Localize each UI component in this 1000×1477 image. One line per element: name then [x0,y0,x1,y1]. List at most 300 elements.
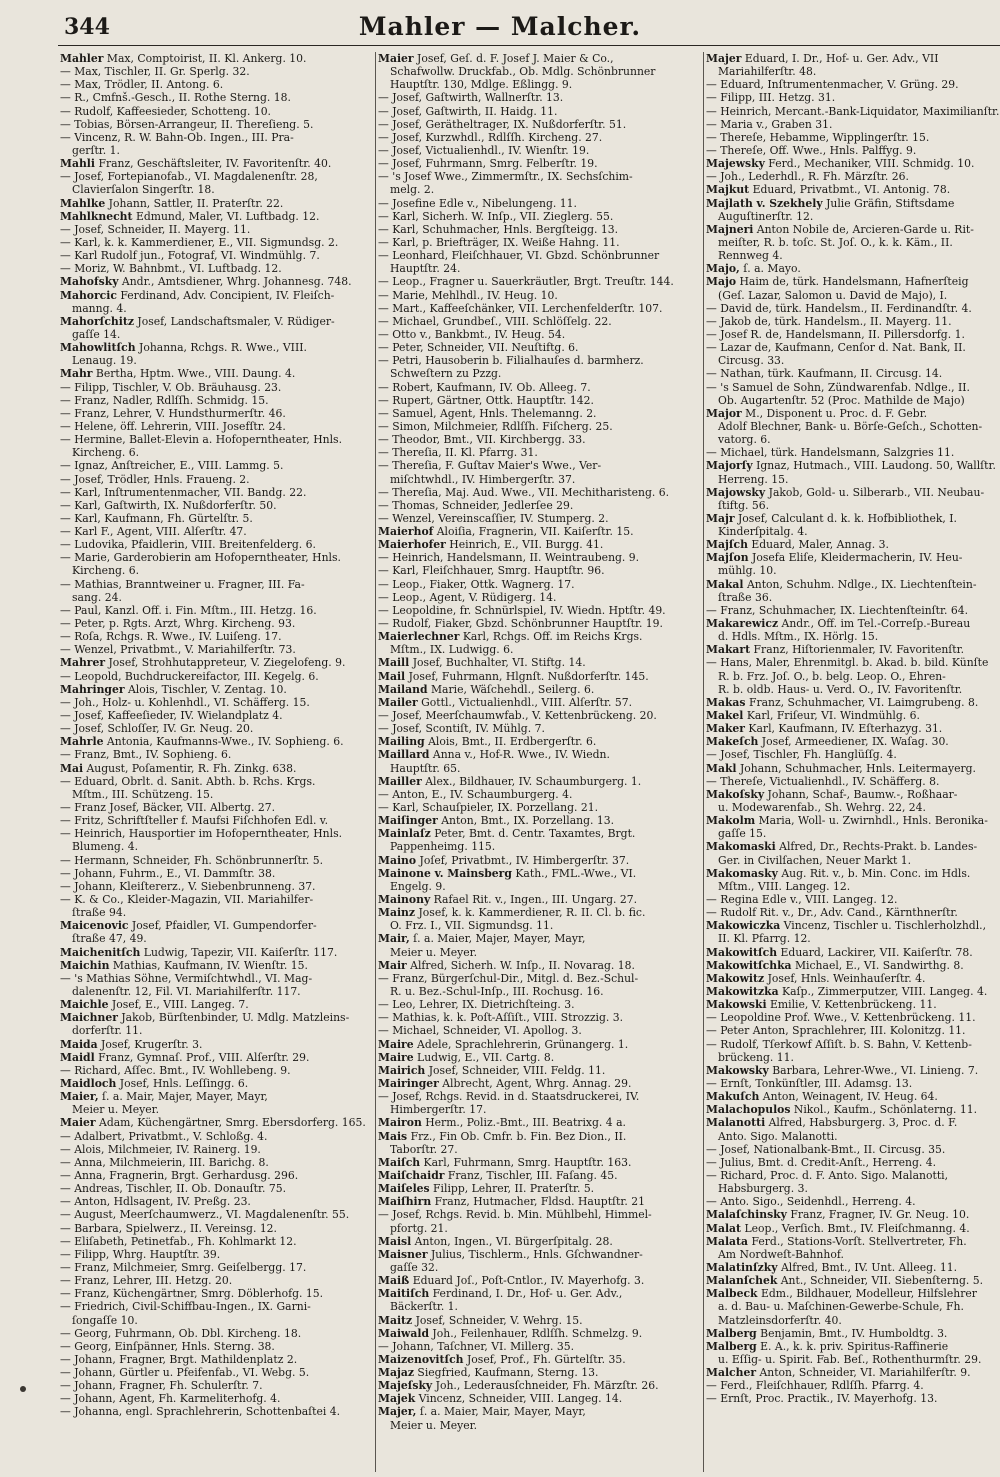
entry-text: — Mathias, Branntweiner u. Fragner, III. Fa- [60,577,305,591]
entry-text: — Ignaz, Anſtreicher, E., VIII. Lammg. 5. [60,459,284,473]
entry-text: (Geſ. Lazar, Salomon u. David de Majo), I. [718,288,948,302]
entry-continuation-line [706,1130,1000,1143]
surname: Malatinſzky [706,1260,778,1274]
entry-text: Josef, Buchhalter, VI. Stiftg. 14. [409,656,586,670]
entry-text: — Mathias, k. k. Poſt-Aſſiſt., VIII. Strozzig. 3. [378,1011,624,1025]
entry-head-line [378,1195,700,1208]
surname: Makuſch [706,1090,760,1104]
entry-head-line [378,1248,700,1261]
entry-text: — Karl F., Agent, VIII. Alſerſtr. 47. [60,525,247,539]
entry-head-line [378,683,700,696]
entry-text: Josef, Calculant d. k. k. Hofbibliothek, I. [734,511,957,525]
entry-line [60,617,372,630]
entry-line [60,604,372,617]
entry-continuation-line [60,788,372,801]
entry-line [60,748,372,761]
surname: Majkut [706,183,750,197]
surname: Mailand [378,682,428,696]
entry-text: Albrecht, Agent, Whrg. Annag. 29. [438,1076,632,1090]
entry-head-line [378,893,700,906]
entry-head-line [706,709,1000,722]
entry-head-line [378,735,700,748]
entry-text: Ludwig, Tapezir, VII. Kaiſerſtr. 117. [140,945,338,959]
entry-line [378,709,700,722]
entry-continuation-line [378,1419,700,1432]
surname: Majaz [378,1366,414,1380]
entry-text: — Josef, Rchgs. Revid. in d. Staatsdruckerei, IV. [378,1090,640,1104]
entry-text: Mſtm., III. Schützeng. 15. [72,787,214,801]
entry-line [378,499,700,512]
entry-continuation-line [60,564,372,577]
entry-text: — Heinrich, Handelsmann, II. Weintraubeng. 9. [378,551,640,565]
entry-line [706,381,1000,394]
entry-text: Alois, Bmt., II. Erdbergerſtr. 6. [424,735,597,749]
surname: Majer [706,52,742,65]
entry-text: Alfred, Dr., Rechts-Prakt. b. Landes- [775,840,978,854]
entry-line [378,433,700,446]
entry-continuation-line [706,827,1000,840]
entry-text: — Franz, Küchengärtner, Smrg. Döblerhofg. 15. [60,1287,324,1301]
entry-text: — Thereſia, II. Kl. Pfarrg. 31. [378,446,538,460]
entry-text: Ferdinand, Adv. Concipient, IV. Fleiſch- [116,288,335,302]
surname: Maier [378,52,414,65]
entry-line [60,236,372,249]
entry-line [378,1340,700,1353]
surname: Majr [706,511,735,525]
entry-head-line [60,210,372,223]
entry-head-line [378,1116,700,1129]
entry-continuation-line [378,1103,700,1116]
entry-continuation-line [60,328,372,341]
surname: Makomaski [706,840,776,854]
entry-head-line [706,223,1000,236]
surname: Malata [706,1234,749,1248]
entry-text: Schweſtern zu Pzzg. [390,367,502,381]
entry-text: Franz, Gymnaſ. Prof., VIII. Alſerſtr. 29. [94,1050,310,1064]
entry-text: — Regina Edle v., VIII. Langeg. 12. [706,893,898,906]
entry-continuation-line [378,78,700,91]
entry-text: — Thereſia, Maj. Aud. Wwe., VII. Mechitharisteng. 6. [378,485,670,499]
entry-text: dorferſtr. 11. [72,1024,143,1038]
entry-text: — Alois, Milchmeier, IV. Rainerg. 19. [60,1142,261,1156]
entry-text: Josef, E., VIII. Langeg. 7. [108,998,249,1012]
entry-line [60,1261,372,1274]
entry-line [60,1064,372,1077]
entry-line [706,341,1000,354]
entry-text: — Roſa, Rchgs. R. Wwe., IV. Luiſeng. 17. [60,630,282,644]
entry-text: E. A., k. k. priv. Spiritus-Raffinerie [756,1339,949,1353]
entry-head-line [378,52,700,65]
binding-hole-mark [20,1386,26,1392]
entry-text: — Fritz, Schriftſteller f. Maufsi Fiſchhofen Edl. v. [60,814,329,828]
entry-text: brückeng. 11. [718,1050,794,1064]
entry-text: Filipp, Lehrer, II. Praterſtr. 5. [429,1182,595,1196]
entry-text: — Filipp, Whrg. Hauptſtr. 39. [60,1247,221,1261]
entry-text: Mariahilferſtr. 48. [718,65,817,79]
entry-head-line [378,854,700,867]
entry-continuation-line [706,932,1000,945]
entry-text: Franz, Fragner, IV. Gr. Neug. 10. [786,1208,970,1222]
surname: Malaſchinsky [706,1208,787,1222]
entry-line [378,788,700,801]
entry-continuation-line [706,433,1000,446]
entry-text: Meier u. Meyer. [390,945,478,959]
surname: Mairon [378,1116,422,1130]
entry-text: Rafael Rit. v., Ingen., III. Ungarg. 27. [430,893,638,906]
entry-text: — Thereſe, Hebamme, Wipplingerſtr. 15. [706,130,930,144]
entry-continuation-line [706,236,1000,249]
entry-line [706,91,1000,104]
entry-text: — Anna, Milchmeierin, III. Barichg. 8. [60,1155,269,1169]
entry-text: — Robert, Kaufmann, IV. Ob. Alleeg. 7. [378,380,591,394]
surname: Majorſy [706,459,753,473]
entry-line [378,354,700,367]
surname: Maitz [378,1313,413,1327]
entry-text: pfortg. 21. [390,1221,448,1235]
entry-text: — Johann, Taſchner, VI. Millerg. 35. [378,1339,575,1353]
entry-text: — Johann, Fuhrm., E., VI. Dammſtr. 38. [60,866,276,880]
header-rule [58,45,1000,46]
entry-text: melg. 2. [390,183,435,197]
entry-text: — Simon, Milchmeier, Rdlſſh. Fiſcherg. 25. [378,419,613,433]
entry-line [378,512,700,525]
surname: Mai [60,761,84,775]
entry-text: Benjamin, Bmt., IV. Humboldtg. 3. [756,1326,948,1340]
surname: Maiſchaidr [378,1168,445,1182]
surname: Maiſeles [378,1182,430,1196]
entry-line [706,367,1000,380]
entry-text: — Josef, Gerätheltrager, IX. Nußdorferſtr. 51. [378,117,627,131]
surname: Makoſsky [706,787,765,801]
entry-text: u. Modewarenfab., Sh. Wehrg. 22, 24. [718,801,926,815]
entry-text: — Franz, Schuhmacher, IX. Liechtenſteinſtr. 64. [706,603,969,617]
entry-continuation-line [706,1051,1000,1064]
entry-text: — Leop., Fragner u. Sauerkräutler, Brgt. Treuſtr. 144. [378,275,674,289]
entry-head-line [706,275,1000,288]
entry-text: — R., Cmfnš.-Gesch., II. Rothe Sterng. 18. [60,91,291,105]
surname: Makart [706,643,751,657]
entry-line [60,499,372,512]
entry-text: Alois, Tischler, V. Zentag. 10. [124,682,287,696]
entry-text: II. Kl. Pfarrg. 12. [718,932,811,946]
entry-text: Kath., FML.-Wwe., VI. [511,866,637,880]
entry-head-line [378,1064,700,1077]
entry-line [378,105,700,118]
entry-line [60,1235,372,1248]
entry-head-line [706,262,1000,275]
entry-head-line [378,1182,700,1195]
entry-head-line [378,696,700,709]
entry-head-line [378,1235,700,1248]
entry-line [60,1287,372,1300]
surname: Malberg [706,1339,757,1353]
surname: Major [706,406,742,420]
entry-text: — Franz, Nadler, Rdlſſh. Schmidg. 15. [60,393,269,407]
entry-continuation-line [60,985,372,998]
entries-column-3 [706,52,1000,1472]
entry-text: — Karl, p. Briefträger, IX. Weiße Hahng. 11. [378,235,620,249]
entry-head-line [60,289,372,302]
surname: Makowitzka [706,984,779,998]
entry-head-line [706,1340,1000,1353]
surname: Mahlke [60,196,106,210]
entry-line [706,775,1000,788]
entry-line [706,118,1000,131]
surname: Malat [706,1221,742,1235]
entry-text: Vincenz, Tischler u. Tischlerholzhdl., [780,919,987,933]
entry-text: Maria, Woll- u. Zwirnhdl., Hnls. Beronika- [755,814,988,828]
entry-line [378,722,700,735]
entry-text: — Johanna, engl. Sprachlehrerin, Schottenbaſtei 4. [60,1405,341,1419]
entry-text: Josef, Strohhutappreteur, V. Ziegelofeng. 9. [105,656,346,670]
entry-line [378,157,700,170]
entry-text: — Franz, Lehrer, III. Hetzg. 20. [60,1274,233,1288]
entry-text: ſtraße 36. [718,590,773,604]
entry-text: — Georg, Einſpänner, Hnls. Sterng. 38. [60,1339,275,1353]
entry-text: — Josef, Gaſtwirth, II. Haidg. 11. [378,104,558,118]
entry-line [706,1011,1000,1024]
entry-line [378,302,700,315]
entry-text: — Peter, p. Rgts. Arzt, Whrg. Kircheng. 93. [60,617,296,631]
entry-text: — Eduard, Obrlt. d. Sanit. Abth. b. Rchs. Krgs. [60,774,316,788]
entry-text: — Wenzel, Vereinscaſſier, IV. Stumperg. 2. [378,511,609,525]
entry-text: Johanna, Rchgs. R. Wwe., VIII. [135,341,307,355]
entry-line [60,1327,372,1340]
entry-line [378,275,700,288]
entry-text: — Ferd., Fleiſchhauer, Rdlſſh. Pfarrg. 4. [706,1379,924,1393]
surname: Maichenitſch [60,945,141,959]
entry-text: — Leop., Fiaker, Ottk. Wagnerg. 17. [378,577,575,591]
entry-line [706,1195,1000,1208]
entry-text: — Helene, öff. Lehrerin, VIII. Josefſtr. 24. [60,419,286,433]
entry-line [378,604,700,617]
entry-continuation-line [706,499,1000,512]
entry-line [706,302,1000,315]
entry-text: — K. & Co., Kleider-Magazin, VII. Mariahilfer- [60,893,314,906]
entry-continuation-line [378,1261,700,1274]
entry-head-line [706,762,1000,775]
entry-continuation-line [378,762,700,775]
entry-text: — Richard, Aſſec. Bmt., IV. Wohllebeng. 9. [60,1063,291,1077]
entry-text: — Thomas, Schneider, Jedlerſee 29. [378,498,574,512]
entry-text: Franz, Schuhmacher, VI. Laimgrubeng. 8. [745,695,979,709]
entry-line [378,1024,700,1037]
entry-head-line [60,735,372,748]
entry-text: — Franz, Lehrer, V. Hundsthurmerſtr. 46. [60,406,286,420]
entry-continuation-line [60,446,372,459]
entry-line [60,1405,372,1418]
entry-continuation-line [60,144,372,157]
entry-head-line [378,1379,700,1392]
entry-text: Herreng. 15. [718,472,789,486]
entry-text: Haim de, türk. Handelsmann, Hafnerſteig [736,275,969,289]
entry-text: Johann, Schaf-, Baumw.-, Roßhaar- [764,787,958,801]
entry-text: gaſſe 14. [72,327,121,341]
entry-head-line [706,998,1000,1011]
entry-line [706,1379,1000,1392]
entry-text: Josef, Armeediener, IX. Waſag. 30. [758,735,949,749]
entry-continuation-line [378,367,700,380]
entry-text: Pappenheimg. 115. [390,840,496,854]
entry-line [706,1392,1000,1405]
entry-head-line [378,906,700,919]
entry-head-line [378,1051,700,1064]
entry-text: Siegfried, Kaufmann, Sterng. 13. [413,1366,599,1380]
entry-text: Andr., Off. im Tel.-Correſp.-Bureau [778,617,971,631]
entry-text: Johann, Sattler, II. Praterſtr. 22. [105,196,284,210]
entry-text: gaſſe 32. [390,1260,439,1274]
entry-head-line [60,959,372,972]
entry-continuation-line [706,1314,1000,1327]
surname: Makl [706,761,737,775]
entry-text: — Johann, Kleiſtererz., V. Siebenbrunneng. 37. [60,879,316,893]
entry-line [378,328,700,341]
entry-line [60,1222,372,1235]
entry-text: Anton, Schneider, VI. Mariahilferſtr. 9. [756,1366,971,1380]
entry-text: Taborſtr. 27. [390,1142,458,1156]
entry-head-line [706,551,1000,564]
entry-text: Aug. Rit. v., b. Min. Conc. im Hdls. [777,866,971,880]
entry-text: u. Eſſig- u. Spirit. Fab. Beſ., Rothenthurmſtr. 29. [718,1352,982,1366]
surname: Majo [706,275,737,289]
entry-line [378,144,700,157]
entry-text: Julie Gräfin, Stiftsdame [822,196,955,210]
surname: Makowitſch [706,945,778,959]
surname: Makarewicz [706,617,779,631]
column-divider [703,52,704,1472]
entry-head-line [706,696,1000,709]
entry-continuation-line [60,354,372,367]
entry-line [378,459,700,472]
surname: Majeſsky [378,1379,433,1393]
entry-head-line [706,867,1000,880]
entry-text: Ferd., Mechaniker, VIII. Schmidg. 10. [764,157,975,171]
entry-line [378,446,700,459]
entry-head-line [706,617,1000,630]
entry-continuation-line [60,302,372,315]
entry-continuation-line [60,840,372,853]
entry-text: Franz, Hiſtorienmaler, IV. Favoritenſtr. [750,643,965,657]
entry-text: — Franz Josef, Bäcker, VII. Albertg. 27. [60,801,276,815]
surname: Malanſchek [706,1274,778,1288]
entry-text: — Otto v., Bankbmt., IV. Heug. 54. [378,327,566,341]
entry-text: — Leonhard, Fleiſchhauer, VI. Gbzd. Schönbrunner [378,249,660,263]
surname: Majowsky [706,485,766,499]
entry-head-line [378,827,700,840]
entry-head-line [378,538,700,551]
entry-text: — Marie, Garderobierin am Hofoperntheater, Hnls. [60,551,341,565]
entry-text: mühlg. 10. [718,564,777,578]
entry-text: — Maria v., Graben 31. [706,117,833,131]
entry-line [378,289,700,302]
entry-text: Jakob, Bürſtenbinder, U. Mdlg. Matzleins- [117,1011,350,1025]
entry-line [706,1077,1000,1090]
entry-text: — Michael, türk. Handelsmann, Salzgries 11. [706,446,955,460]
entry-line [60,381,372,394]
entry-head-line [706,919,1000,932]
entry-line [378,197,700,210]
entry-head-line [378,1274,700,1287]
entry-text: Franz, Tischler, III. Faſang. 45. [444,1168,618,1182]
entry-text: Josef, Prof., Fh. Gürtelſtr. 35. [463,1352,626,1366]
surname: Maiwald [378,1326,429,1340]
entry-head-line [706,1327,1000,1340]
entry-head-line [378,1392,700,1405]
entry-line [60,131,372,144]
surname: Maillard [378,748,430,762]
surname: Maire [378,1037,414,1051]
entry-continuation-line [378,840,700,853]
entry-text: Antonia, Kaufmanns-Wwe., IV. Sophieng. 6. [103,735,344,749]
entry-line [60,1366,372,1379]
entries-column-1 [60,52,372,1472]
entry-head-line [378,670,700,683]
entry-line [378,249,700,262]
entry-line [60,775,372,788]
entry-text: Frz., Fin Ob. Cmfr. b. Fin. Bez Dion., II. [407,1129,627,1143]
entry-text: — Moriz, W. Bahnbmt., VI. Luftbadg. 12. [60,262,282,276]
entry-head-line [60,1011,372,1024]
surname: Mainony [378,893,431,906]
entry-line [60,551,372,564]
entry-text: — Josef, Kurzwhdl., Rdlſſh. Kircheng. 27. [378,130,603,144]
entry-head-line [706,407,1000,420]
entry-head-line [706,1116,1000,1129]
entry-head-line [378,1130,700,1143]
entry-line [60,814,372,827]
surname: Maiſhirn [378,1195,432,1209]
entry-text: Josef, Schneider, VIII. Feldg. 11. [425,1063,606,1077]
entry-line [60,1208,372,1221]
entry-text: — Anton, E., IV. Schaumburgerg. 4. [378,787,573,801]
entry-text: — 's Mathias Söhne, Vermiſchtwhdl., VI. Mag- [60,971,313,985]
entry-head-line [706,959,1000,972]
surname: Mahler [60,52,104,65]
entry-text: Anto. Sigo. Malanotti. [718,1129,838,1143]
entry-text: Eduard Joſ., Poſt-Cntlor., IV. Mayerhofg. 3. [409,1274,645,1288]
entry-text: — Theodor, Bmt., VII. Kirchbergg. 33. [378,433,586,447]
entry-text: Marie, Wäſchehdl., Seilerg. 6. [427,682,595,696]
entry-text: Kircheng. 6. [72,564,140,578]
entry-text: — Josef, Gaſtwirth, Wallnerſtr. 13. [378,91,564,105]
entry-head-line [60,275,372,288]
entry-text: — Ludovika, Pfaidlerin, VIII. Breitenfelderg. 6. [60,538,316,552]
entry-text: Alfred, Sicherh. W. Inſp., II. Novarag. 18. [406,958,635,972]
entry-continuation-line [706,1300,1000,1313]
entry-text: Himbergerſtr. 17. [390,1103,487,1117]
surname: Maichin [60,958,110,972]
entry-text: Anton, Ingen., VI. Bürgerſpitalg. 28. [411,1234,613,1248]
entry-text: Josef, Fuhrmann, Hlgnſt. Nußdorferſtr. 145. [405,669,649,683]
entry-text: gaſſe 15. [718,827,767,841]
surname: Mailler [378,774,422,788]
entry-text: — Friedrich, Civil-Schiffbau-Ingen., IX. Garni- [60,1300,311,1314]
surname: Mahr [60,367,93,381]
entry-text: — Ernſt, Tonkünſtler, III. Adamsg. 13. [706,1076,913,1090]
entry-text: — Josef R. de, Handelsmann, II. Pillersdorfg. 1. [706,327,965,341]
surname: Maiſinger [378,814,438,828]
surname: Majſon [706,551,749,565]
entry-text: — Michael, Schneider, VI. Apollog. 3. [378,1024,582,1038]
entry-text: Kircheng. 6. [72,446,140,460]
entry-line [60,473,372,486]
entry-text: Mathias, Kaufmann, IV. Wienſtr. 15. [109,958,308,972]
entry-line [60,630,372,643]
entry-text: — Max, Tischler, II. Gr. Sperlg. 32. [60,65,250,79]
entry-line [60,880,372,893]
surname: Makowiczka [706,919,781,933]
entry-text: Gottl., Victualienhdl., VIII. Alſerſtr. 57. [417,695,633,709]
